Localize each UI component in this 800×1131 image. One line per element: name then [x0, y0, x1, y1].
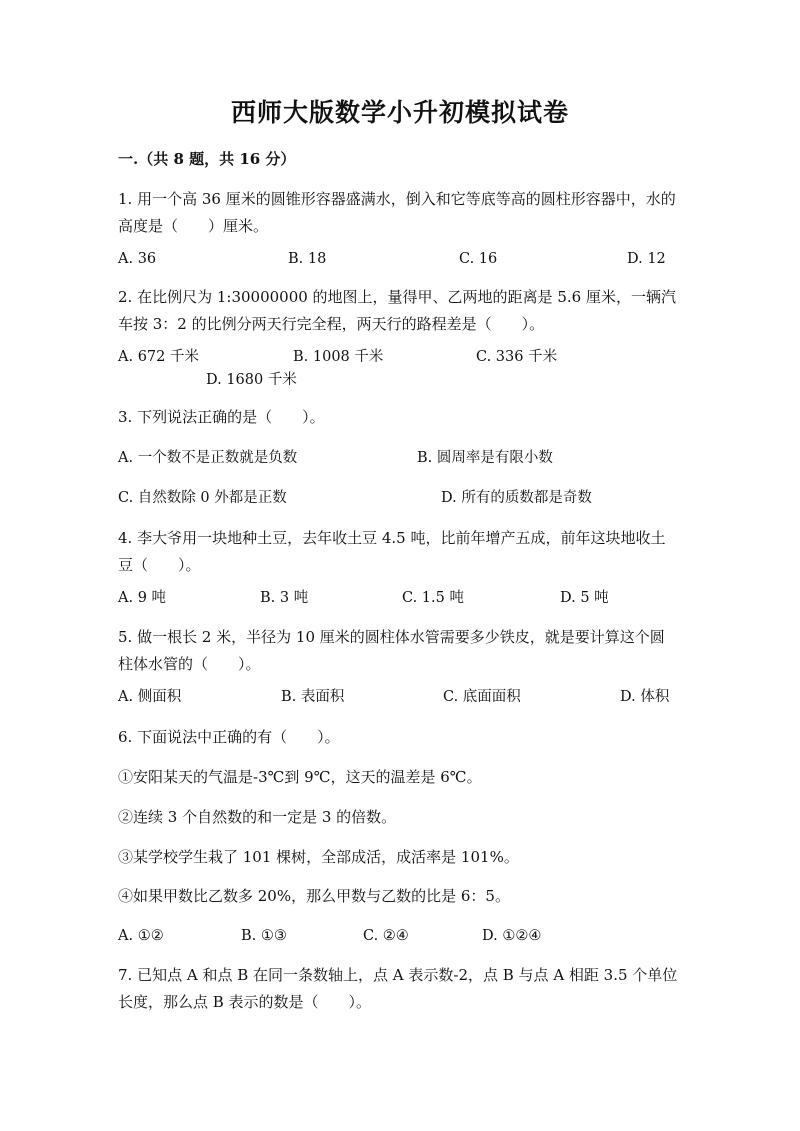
question-3-option-a: A. 一个数不是正数就是负数 [118, 450, 298, 466]
question-6-option-a: A. ①② [118, 928, 164, 944]
question-5-stem: 5. 做一根长 2 米，半径为 10 厘米的圆柱体水管需要多少铁皮，就是要计算这个圆柱体水管的（ ）。 [118, 628, 665, 673]
question-6-statement-3: ③某学校学生栽了 101 棵树，全部成活，成活率是 101%。 [118, 848, 519, 866]
question-4-option-b: B. 3 吨 [260, 590, 309, 606]
question-3-option-d: D. 所有的质数都是奇数 [441, 490, 592, 506]
question-3-option-b: B. 圆周率是有限小数 [417, 450, 553, 466]
question-2-option-b: B. 1008 千米 [293, 349, 384, 365]
question-3-stem: 3. 下列说法正确的是（ ）。 [118, 408, 325, 426]
question-2-option-a: A. 672 千米 [118, 349, 199, 365]
question-5-option-a: A. 侧面积 [118, 689, 182, 705]
question-1-option-d: D. 12 [627, 251, 666, 267]
question-4-option-a: A. 9 吨 [118, 590, 167, 606]
page-title: 西师大版数学小升初模拟试卷 [230, 98, 569, 127]
question-6-stem: 6. 下面说法中正确的有（ ）。 [118, 728, 340, 746]
question-6-statement-4: ④如果甲数比乙数多 20%，那么甲数与乙数的比是 6：5。 [118, 887, 510, 905]
question-7-stem: 7. 已知点 A 和点 B 在同一条数轴上，点 A 表示数-2，点 B 与点 A 相距 3.5 个单位长度，那么点 B 表示的数是（ ）。 [118, 966, 678, 1011]
question-1-stem: 1. 用一个高 36 厘米的圆锥形容器盛满水，倒入和它等底等高的圆柱形容器中，水的高度是（ ）厘米。 [118, 190, 676, 235]
question-4-option-d: D. 5 吨 [560, 590, 609, 606]
question-6-option-c: C. ②④ [363, 928, 409, 944]
question-5-option-d: D. 体积 [620, 689, 670, 705]
question-2-stem: 2. 在比例尺为 1:30000000 的地图上，量得甲、乙两地的距离是 5.6 厘米，一辆汽车按 3：2 的比例分两天行完全程，两天行的路程差是（ ）。 [118, 288, 676, 333]
question-4-stem: 4. 李大爷用一块地种土豆，去年收土豆 4.5 吨，比前年增产五成，前年这块地收土豆（ ）。 [118, 529, 666, 574]
question-6-statement-2: ②连续 3 个自然数的和一定是 3 的倍数。 [118, 808, 397, 826]
section-header: 一.（共 8 题，共 16 分） [118, 150, 296, 168]
question-1-option-a: A. 36 [118, 251, 157, 267]
question-2-option-c: C. 336 千米 [476, 349, 558, 365]
question-1-option-b: B. 18 [288, 251, 327, 267]
question-2-option-d: D. 1680 千米 [206, 372, 297, 388]
question-6-statement-1: ①安阳某天的气温是-3℃到 9℃，这天的温差是 6℃。 [118, 768, 482, 786]
question-6-option-d: D. ①②④ [482, 928, 542, 944]
question-1-option-c: C. 16 [459, 251, 498, 267]
question-5-option-b: B. 表面积 [281, 689, 345, 705]
question-6-option-b: B. ①③ [241, 928, 287, 944]
question-5-option-c: C. 底面面积 [443, 689, 521, 705]
question-4-option-c: C. 1.5 吨 [402, 590, 464, 606]
question-3-option-c: C. 自然数除 0 外都是正数 [118, 490, 287, 506]
